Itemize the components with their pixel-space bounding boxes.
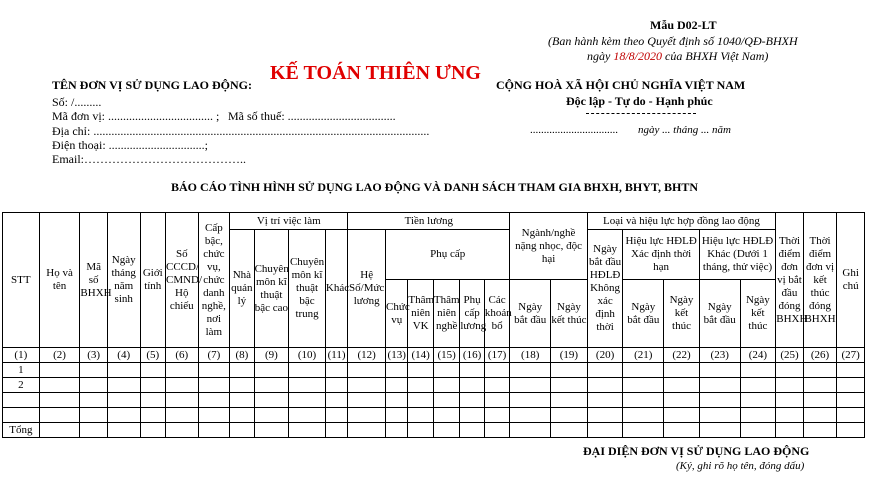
table-cell[interactable]: [551, 393, 588, 408]
table-cell[interactable]: [165, 423, 198, 438]
table-cell[interactable]: [140, 378, 165, 393]
table-cell[interactable]: [699, 408, 740, 423]
table-cell[interactable]: [107, 363, 140, 378]
table-cell[interactable]: [80, 408, 108, 423]
column-number: (10): [289, 348, 326, 363]
header-birth-date: Ngày tháng năm sinh: [107, 213, 140, 348]
table-cell[interactable]: [230, 378, 254, 393]
header-hazard-start: Ngày bắt đầu: [510, 280, 551, 348]
header-indefinite-contract: Ngày bắt đầu HĐLĐ Không xác định thời: [587, 230, 623, 348]
form-number: Mẫu D02-LT: [650, 18, 717, 32]
table-cell[interactable]: [623, 423, 664, 438]
header-coefficient: Hệ Số/Mức lương: [348, 230, 386, 348]
table-cell[interactable]: [80, 378, 108, 393]
table-cell[interactable]: [837, 408, 865, 423]
header-hazardous-occupation: Ngành/nghề nặng nhọc, độc hại: [510, 213, 587, 280]
table-cell[interactable]: [699, 393, 740, 408]
header-gender: Giới tính: [140, 213, 165, 348]
table-cell[interactable]: [348, 363, 386, 378]
table-cell[interactable]: [837, 423, 865, 438]
table-cell[interactable]: [39, 423, 80, 438]
table-cell[interactable]: [165, 363, 198, 378]
table-cell[interactable]: [623, 393, 664, 408]
column-number: (16): [460, 348, 484, 363]
table-cell[interactable]: [510, 363, 551, 378]
table-cell[interactable]: [776, 408, 804, 423]
table-cell[interactable]: [740, 378, 776, 393]
header-seniority-occupation: Thâm niên nghề: [433, 280, 459, 348]
column-number: (9): [254, 348, 289, 363]
table-cell[interactable]: [740, 363, 776, 378]
table-cell[interactable]: [325, 393, 347, 408]
table-cell[interactable]: [664, 408, 700, 423]
table-cell[interactable]: [80, 363, 108, 378]
table-cell[interactable]: [484, 378, 510, 393]
table-cell[interactable]: [289, 393, 326, 408]
header-contract-type: Loại và hiệu lực hợp đồng lao động: [587, 213, 775, 230]
table-cell[interactable]: [289, 408, 326, 423]
header-other-contract: Hiệu lực HĐLĐ Khác (Dưới 1 tháng, thử việc): [699, 230, 775, 280]
table-cell[interactable]: [408, 423, 433, 438]
header-allowance: Phụ cấp: [386, 230, 510, 280]
table-cell[interactable]: [107, 408, 140, 423]
header-notes: Ghi chú: [837, 213, 865, 348]
column-number: (3): [80, 348, 108, 363]
header-seniority-vk: Thâm niên VK: [408, 280, 433, 348]
table-cell[interactable]: [230, 423, 254, 438]
table-cell[interactable]: [510, 423, 551, 438]
header-other-end: Ngày kết thúc: [740, 280, 776, 348]
table-cell[interactable]: [39, 393, 80, 408]
column-number: (13): [386, 348, 408, 363]
column-number: (27): [837, 348, 865, 363]
table-cell[interactable]: [460, 393, 484, 408]
table-cell[interactable]: [165, 408, 198, 423]
table-cell[interactable]: [386, 408, 408, 423]
table-cell[interactable]: [776, 393, 804, 408]
table-cell[interactable]: [587, 408, 623, 423]
table-cell[interactable]: [140, 423, 165, 438]
column-number-row: [3, 348, 865, 363]
table-cell[interactable]: [587, 363, 623, 378]
table-cell[interactable]: [623, 378, 664, 393]
column-number: (8): [230, 348, 254, 363]
header-manager: Nhà quản lý: [230, 230, 254, 348]
header-salary: Tiền lương: [348, 213, 510, 230]
table-row: [3, 378, 865, 393]
table-cell[interactable]: [386, 393, 408, 408]
table-cell[interactable]: [289, 423, 326, 438]
column-number: (15): [433, 348, 459, 363]
table-cell[interactable]: [803, 363, 837, 378]
header-mid-skill: Chuyên môn kĩ thuật bậc trung: [289, 230, 326, 348]
table-cell[interactable]: [140, 393, 165, 408]
table-cell[interactable]: [386, 423, 408, 438]
table-cell[interactable]: [408, 378, 433, 393]
table-cell[interactable]: [230, 363, 254, 378]
header-job-position: Vị trí việc làm: [230, 213, 348, 230]
motto-underline: [586, 113, 696, 114]
report-title: BÁO CÁO TÌNH HÌNH SỬ DỤNG LAO ĐỘNG VÀ DANH SÁCH THAM GIA BHXH, BHYT, BHTN: [170, 180, 699, 194]
table-cell[interactable]: [664, 363, 700, 378]
table-cell[interactable]: [587, 378, 623, 393]
unit-name-label: TÊN ĐƠN VỊ SỬ DỤNG LAO ĐỘNG:: [52, 78, 253, 92]
table-cell[interactable]: [408, 408, 433, 423]
column-number: (11): [325, 348, 347, 363]
table-cell[interactable]: [408, 393, 433, 408]
table-cell[interactable]: [510, 393, 551, 408]
column-number: (5): [140, 348, 165, 363]
header-other-job: Khác: [325, 230, 347, 348]
header-other-start: Ngày bắt đầu: [699, 280, 740, 348]
table-cell[interactable]: [386, 378, 408, 393]
table-cell[interactable]: [348, 408, 386, 423]
column-number: (4): [107, 348, 140, 363]
table-cell[interactable]: [740, 393, 776, 408]
table-cell[interactable]: [348, 393, 386, 408]
column-number: (25): [776, 348, 804, 363]
labor-report-table: [2, 212, 865, 438]
table-cell[interactable]: [198, 393, 230, 408]
table-cell[interactable]: [699, 423, 740, 438]
table-cell[interactable]: [484, 408, 510, 423]
table-cell[interactable]: [325, 423, 347, 438]
table-cell[interactable]: [348, 423, 386, 438]
company-stamp-text: KẾ TOÁN THIÊN ƯNG: [270, 62, 481, 84]
table-cell[interactable]: [484, 423, 510, 438]
field-dien-thoai: Điện thoại: ................................;: [52, 138, 208, 152]
row-index[interactable]: 1: [3, 363, 40, 378]
table-cell[interactable]: [587, 393, 623, 408]
table-cell[interactable]: [140, 408, 165, 423]
header-fixed-end: Ngày kết thúc: [664, 280, 700, 348]
field-ma-don-vi: Mã đơn vị: ................................... ;: [52, 109, 220, 123]
total-row: [3, 423, 865, 438]
table-cell[interactable]: [740, 423, 776, 438]
table-cell[interactable]: [664, 393, 700, 408]
table-cell[interactable]: [460, 423, 484, 438]
header-fixed-start: Ngày bắt đầu: [623, 280, 664, 348]
header-salary-allowance: Phụ cấp lương: [460, 280, 484, 348]
table-cell[interactable]: [107, 393, 140, 408]
table-cell[interactable]: [551, 408, 588, 423]
table-cell[interactable]: [433, 423, 459, 438]
table-cell[interactable]: [254, 378, 289, 393]
table-cell[interactable]: [198, 363, 230, 378]
column-number: (19): [551, 348, 588, 363]
table-cell[interactable]: [551, 363, 588, 378]
table-cell[interactable]: [80, 423, 108, 438]
table-cell[interactable]: [140, 363, 165, 378]
table-cell[interactable]: [623, 363, 664, 378]
country-name: CỘNG HOÀ XÃ HỘI CHỦ NGHĨA VIỆT NAM: [496, 78, 746, 92]
table-cell[interactable]: [39, 378, 80, 393]
table-cell[interactable]: [803, 408, 837, 423]
header-hazard-end: Ngày kết thúc: [551, 280, 588, 348]
table-cell[interactable]: [837, 363, 865, 378]
table-cell[interactable]: [776, 363, 804, 378]
field-so: Số: /.........: [52, 95, 102, 109]
table-cell[interactable]: [803, 378, 837, 393]
table-cell[interactable]: [776, 378, 804, 393]
header-full-name: Họ và tên: [39, 213, 80, 348]
table-cell[interactable]: [433, 393, 459, 408]
table-cell[interactable]: [254, 408, 289, 423]
table-cell[interactable]: [433, 378, 459, 393]
table-cell[interactable]: [460, 378, 484, 393]
table-cell[interactable]: [198, 378, 230, 393]
field-ma-so-thue: Mã số thuế: ....................................: [228, 109, 396, 123]
header-insurance-start: Thời điểm đơn vị bắt đầu đóng BHXH: [776, 213, 804, 348]
header-insurance-end: Thời điểm đơn vị kết thúc đóng BHXH: [803, 213, 837, 348]
table-cell[interactable]: [664, 423, 700, 438]
table-cell[interactable]: [325, 378, 347, 393]
table-cell[interactable]: [348, 378, 386, 393]
table-cell[interactable]: [740, 408, 776, 423]
table-cell[interactable]: [325, 363, 347, 378]
column-number: (22): [664, 348, 700, 363]
field-dia-chi: Địa chỉ: ................................................................................................................: [52, 124, 430, 138]
table-cell[interactable]: [433, 363, 459, 378]
table-cell[interactable]: [699, 363, 740, 378]
table-cell[interactable]: [460, 363, 484, 378]
column-number: (12): [348, 348, 386, 363]
column-number: (23): [699, 348, 740, 363]
table-cell[interactable]: [551, 378, 588, 393]
table-cell[interactable]: [80, 393, 108, 408]
table-cell[interactable]: [325, 408, 347, 423]
row-index[interactable]: [3, 408, 40, 423]
column-number: (26): [803, 348, 837, 363]
table-row: [3, 408, 865, 423]
table-cell[interactable]: [165, 378, 198, 393]
table-cell[interactable]: [289, 363, 326, 378]
table-cell[interactable]: [386, 363, 408, 378]
table-cell[interactable]: [165, 393, 198, 408]
row-index[interactable]: 2: [3, 378, 40, 393]
table-cell[interactable]: [664, 378, 700, 393]
table-cell[interactable]: [460, 408, 484, 423]
column-number: (14): [408, 348, 433, 363]
table-cell[interactable]: [433, 408, 459, 423]
table-row: [3, 393, 865, 408]
column-number: (18): [510, 348, 551, 363]
column-number: (17): [484, 348, 510, 363]
table-cell[interactable]: [230, 408, 254, 423]
row-index[interactable]: [3, 393, 40, 408]
header-id-number: Số CCCD/ CMND/ Hộ chiếu: [165, 213, 198, 348]
table-cell[interactable]: [587, 423, 623, 438]
place-date: ................................ ngày ... tháng ... năm: [530, 124, 731, 136]
table-cell[interactable]: [510, 408, 551, 423]
table-cell[interactable]: [39, 363, 80, 378]
column-number: (20): [587, 348, 623, 363]
table-cell[interactable]: [39, 408, 80, 423]
signature-note: (Ký, ghi rõ họ tên, đóng dấu): [676, 460, 805, 472]
issued-line-2: ngày 18/8/2020 của BHXH Việt Nam): [587, 49, 769, 63]
table-cell[interactable]: [803, 423, 837, 438]
field-email: Email:…………………………………..: [52, 152, 246, 166]
issued-date: 18/8/2020: [613, 49, 662, 63]
header-stt: STT: [3, 213, 40, 348]
column-number: (2): [39, 348, 80, 363]
column-number: (1): [3, 348, 40, 363]
header-rank-position: Cấp bậc, chức vụ, chức danh nghề, nơi làm: [198, 213, 230, 348]
table-cell[interactable]: [408, 363, 433, 378]
table-cell[interactable]: [198, 423, 230, 438]
table-cell[interactable]: [198, 408, 230, 423]
header-high-skill: Chuyên môn kĩ thuật bậc cao: [254, 230, 289, 348]
table-cell[interactable]: [484, 363, 510, 378]
column-number: (7): [198, 348, 230, 363]
total-label: Tổng: [3, 423, 40, 438]
table-cell[interactable]: [289, 378, 326, 393]
table-cell[interactable]: [551, 423, 588, 438]
table-cell[interactable]: [254, 423, 289, 438]
table-cell[interactable]: [837, 393, 865, 408]
table-cell[interactable]: [230, 393, 254, 408]
signature-title: ĐẠI DIỆN ĐƠN VỊ SỬ DỤNG LAO ĐỘNG: [583, 444, 810, 458]
table-cell[interactable]: [107, 378, 140, 393]
table-cell[interactable]: [254, 363, 289, 378]
table-cell[interactable]: [623, 408, 664, 423]
national-motto: Độc lập - Tự do - Hạnh phúc: [566, 94, 713, 108]
column-number: (6): [165, 348, 198, 363]
table-cell[interactable]: [803, 393, 837, 408]
table-cell[interactable]: [107, 423, 140, 438]
table-cell[interactable]: [837, 378, 865, 393]
issued-line-1: (Ban hành kèm theo Quyết định số 1040/QĐ-BHXH: [548, 34, 798, 48]
column-number: (24): [740, 348, 776, 363]
table-cell[interactable]: [484, 393, 510, 408]
table-cell[interactable]: [776, 423, 804, 438]
header-position-allowance: Chức vụ: [386, 280, 408, 348]
header-social-insurance-code: Mã số BHXH: [80, 213, 108, 348]
column-number: (21): [623, 348, 664, 363]
header-additional-items: Các khoản bổ: [484, 280, 510, 348]
table-row: [3, 363, 865, 378]
table-cell[interactable]: [510, 378, 551, 393]
header-fixed-term-contract: Hiệu lực HĐLĐ Xác định thời hạn: [623, 230, 699, 280]
table-cell[interactable]: [254, 393, 289, 408]
table-cell[interactable]: [699, 378, 740, 393]
